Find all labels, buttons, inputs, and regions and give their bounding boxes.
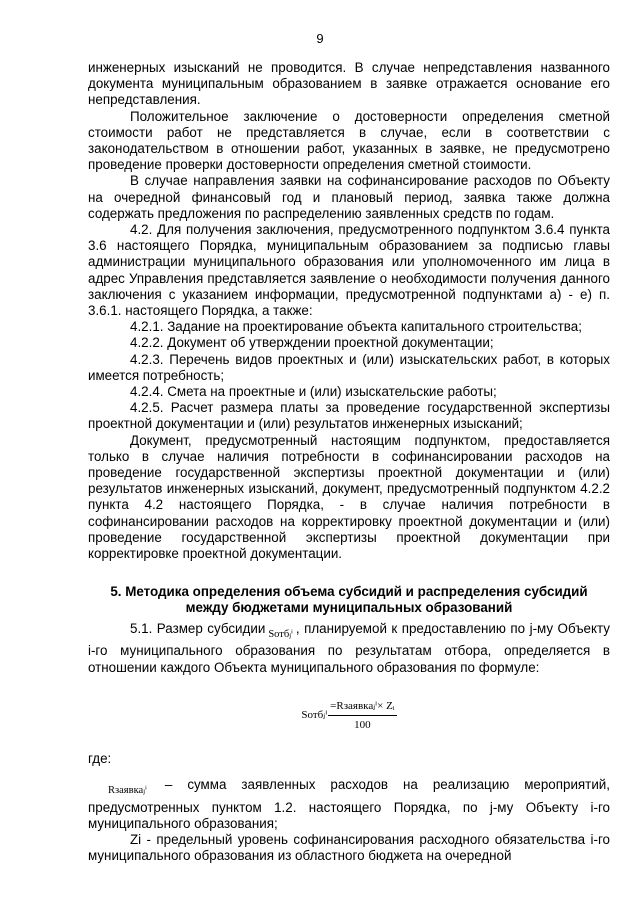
symbol-r-zayavka: Rзаявкаⱼⁱ: [108, 785, 147, 797]
formula-lhs: Sотбⱼⁱ: [301, 709, 328, 722]
paragraph-5-1-rest: , планируемой к предоставлению по j-му Объекту i-го муниципального образования по результатам отбора, определяется в отношении каждого Объекта муниципального образования по формуле:: [88, 621, 610, 675]
definition-r-text: – сумма заявленных расходов на реализацию мероприятий, предусмотренных пунктом 1.2. настоящего Порядка, по j-му Объекту i-го муниципального образования;: [88, 777, 610, 831]
formula-denominator: 100: [354, 718, 371, 731]
formula-fraction: [328, 698, 396, 733]
definition-z: Zi - предельный уровень софинансирования расходного обязательства i-го муниципального образования из областного бюджета на очередной: [88, 831, 610, 864]
paragraph-1: инженерных изысканий не проводится. В случае непредставления названного документа муниципальным образованием в заявке отражается основание его непредставления.: [88, 60, 610, 108]
where-label: где:: [88, 751, 112, 767]
section-5-heading: [88, 584, 610, 615]
section-5-heading-line-1: 5. Методика определения объема субсидий и распределения субсидий: [110, 584, 588, 600]
paragraph-3: В случае направления заявки на софинансирование расходов по Объекту на очередной финансовый год и плановый период, заявка также должна содержать предложения по распределению заявленных средств по годам.: [88, 173, 610, 221]
paragraph-4-2-5: 4.2.5. Расчет размера платы за проведение государственной экспертизы проектной документации и (или) результатов инженерных изысканий;: [88, 400, 610, 432]
paragraph-4-2-2: 4.2.2. Документ об утверждении проектной документации;: [130, 335, 494, 351]
paragraph-5-1-start: 5.1. Размер субсидии: [130, 621, 266, 637]
section-5-heading-line-2: между бюджетами муниципальных образований: [185, 599, 513, 615]
paragraph-2: Положительное заключение о достоверности определения сметной стоимости работ не представляется в случае, если в соответствии с законодательством в отношении работ, указанных в заявке, не предусмотрено проведение проверки достоверности определения сметной стоимости.: [88, 108, 610, 173]
document-body: [88, 60, 610, 864]
page-number: 9: [316, 31, 324, 46]
paragraph-4-2-1: 4.2.1. Задание на проектирование объекта капитального строительства;: [130, 319, 582, 335]
paragraph-5-1: [88, 621, 610, 676]
paragraph-4-2-3: 4.2.3. Перечень видов проектных и (или) изыскательских работ, в которых имеется потребность;: [88, 351, 610, 383]
paragraph-document-note: Документ, предусмотренный настоящим подпунктом, предоставляется только в случае наличия потребности в софинансировании расходов на проведение государственной экспертизы проектной документации и (или) результатов инженерных изысканий, документ, предусмотренный подпунктом 4.2.2 пункта 4.2 настоящего Порядка, - в случае наличия потребности в софинансировании расходов на корректировку проектной документации и (или) проведение государственной экспертизы проектной документации при корректировке проектной документации.: [88, 432, 610, 562]
definition-r-zayavka: [88, 777, 610, 832]
paragraph-4-2-4: 4.2.4. Смета на проектные и (или) изыскательские работы;: [130, 384, 497, 400]
paragraph-4-2: 4.2. Для получения заключения, предусмотренного подпунктом 3.6.4 пункта 3.6 настоящего Порядка, муниципальным образованием за подписью главы администрации муниципального образования или уполномоченного им лица в адрес Управления представляется заявление о необходимости получения данного заключения с указанием информации, предусмотренной подпунктами а) - е) п. 3.6.1. настоящего Порядка, а также:: [88, 222, 610, 319]
symbol-subsidy: Sотбⱼⁱ: [268, 629, 293, 641]
subsidy-formula: [88, 698, 610, 733]
formula-numerator: =Rзаявкаⱼⁱ× Zᵢ: [328, 698, 396, 716]
